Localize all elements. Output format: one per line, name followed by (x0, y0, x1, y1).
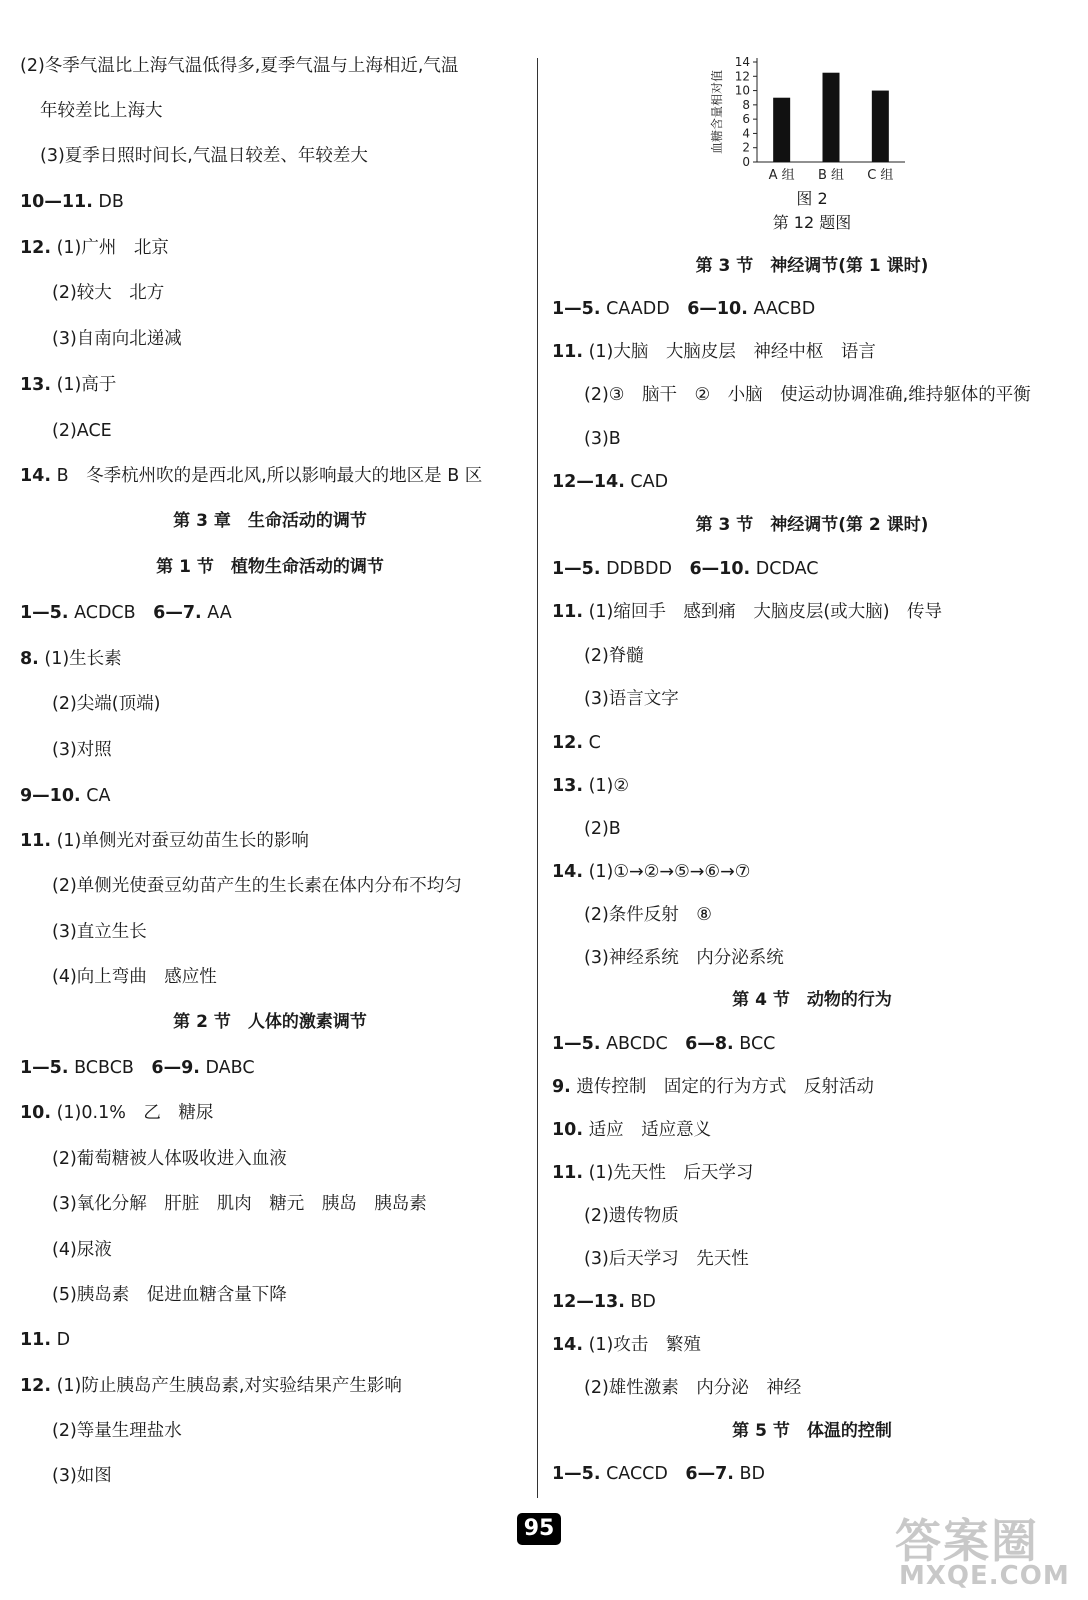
answer-text: (2)③ 脑干 ② 小脑 使运动协调准确,维持躯体的平衡 (584, 385, 1031, 405)
answer-line (20, 237, 169, 259)
y-tick-label: 6 (742, 112, 750, 127)
question-number: 10. (552, 1120, 584, 1140)
question-number: 14. (552, 1335, 584, 1355)
answer-text: (1)缩回手 感到痛 大脑皮层(或大脑) 传导 (583, 602, 943, 622)
answer-text: 适应 适应意义 (583, 1120, 712, 1140)
column-divider (537, 58, 538, 1498)
answer-text: B 冬季杭州吹的是西北风,所以影响最大的地区是 B 区 (51, 466, 483, 486)
answer-line (52, 328, 182, 350)
answer-line (20, 602, 232, 624)
answer-line (52, 420, 112, 442)
x-tick-label: B 组 (817, 168, 845, 183)
section-heading: 第 4 节 动物的行为 (732, 990, 892, 1010)
answer-text: BCBCB (68, 1058, 152, 1078)
answer-text: (3)语言文字 (584, 689, 679, 709)
question-number: 13. (552, 776, 584, 796)
answer-text: (1)生长素 (38, 649, 122, 669)
watermark-line2: MXQE.COM (899, 1561, 1070, 1591)
answer-line (20, 374, 116, 396)
answer-line (552, 1119, 711, 1141)
answer-text: (3)后天学习 先天性 (584, 1249, 749, 1269)
answer-text: 遗传控制 固定的行为方式 反射活动 (570, 1077, 874, 1097)
answer-text: (1)广州 北京 (51, 238, 169, 258)
answer-line (20, 191, 124, 213)
answer-line (552, 1463, 765, 1485)
answer-line (52, 1465, 112, 1487)
answer-text: (2)条件反射 ⑧ (584, 905, 712, 925)
question-number: 9—10. (20, 786, 81, 806)
answer-text: (1)防止胰岛产生胰岛素,对实验结果产生影响 (51, 1376, 402, 1396)
answer-text: (2)较大 北方 (52, 283, 165, 303)
answer-text: (1)高于 (51, 375, 117, 395)
answer-line (20, 1329, 70, 1351)
question-number: 11. (20, 831, 52, 851)
answer-line (20, 1102, 213, 1124)
answer-line (52, 1148, 287, 1170)
section-heading: 第 1 节 植物生命活动的调节 (156, 557, 384, 577)
answer-line (584, 947, 784, 969)
answer-text: DABC (199, 1058, 255, 1078)
question-number: 6—10. (687, 299, 748, 319)
answer-text: (1)攻击 繁殖 (583, 1335, 701, 1355)
y-tick-label: 4 (742, 126, 750, 141)
figure-caption: 图 2 (796, 189, 828, 208)
answer-text: BD (733, 1464, 765, 1484)
question-number: 10. (20, 1103, 52, 1123)
answer-text: (3)B (584, 429, 621, 449)
answer-text: (2)遗传物质 (584, 1206, 679, 1226)
answer-text: D (51, 1330, 71, 1350)
y-tick-label: 0 (742, 155, 750, 169)
answer-text: (3)对照 (52, 740, 112, 760)
answer-line (552, 558, 819, 580)
answer-text: (1)0.1% 乙 糖尿 (51, 1103, 214, 1123)
answer-line (20, 55, 458, 77)
answer-line (20, 648, 122, 670)
question-number: 14. (552, 862, 584, 882)
x-tick-label: C 组 (867, 168, 894, 183)
answer-line (552, 861, 750, 883)
y-tick-label: 10 (734, 83, 750, 98)
answer-line (52, 875, 462, 897)
answer-line (552, 298, 815, 320)
answer-text: C (583, 733, 601, 753)
answer-line (584, 818, 621, 840)
question-number: 11. (20, 1330, 52, 1350)
answer-text: (3)氧化分解 肝脏 肌肉 糖元 胰岛 胰岛素 (52, 1194, 427, 1214)
answer-text: (3)夏季日照时间长,气温日较差、年较差大 (40, 146, 368, 166)
question-number: 10—11. (20, 192, 93, 212)
answer-line (52, 693, 160, 715)
watermark-logo (895, 1505, 1080, 1595)
question-number: 6—7. (153, 603, 202, 623)
figure-caption: 第 12 题图 (772, 213, 852, 232)
answer-line (584, 1205, 679, 1227)
answer-text: (3)自南向北递减 (52, 329, 182, 349)
question-number: 14. (20, 466, 52, 486)
answer-line (552, 1076, 874, 1098)
answer-line (20, 1375, 402, 1397)
watermark-line1: 答案圈 (895, 1514, 1039, 1568)
answer-line (584, 645, 644, 667)
answer-text: (4)向上弯曲 感应性 (52, 967, 217, 987)
answer-line (52, 966, 217, 988)
answer-line (52, 1239, 112, 1261)
question-number: 12. (20, 238, 52, 258)
answer-line (40, 100, 163, 122)
answer-text: (3)如图 (52, 1466, 112, 1486)
answer-text: DDBDD (600, 559, 690, 579)
answer-text: (1)大脑 大脑皮层 神经中枢 语言 (583, 342, 876, 362)
answer-text: BCC (733, 1034, 776, 1054)
answer-line (52, 1284, 287, 1306)
answer-line (584, 1377, 801, 1399)
question-number: 1—5. (552, 559, 601, 579)
answer-line (584, 904, 712, 926)
y-tick-label: 12 (734, 69, 750, 84)
answer-line (20, 785, 110, 807)
question-number: 12—14. (552, 472, 625, 492)
question-number: 12. (20, 1376, 52, 1396)
answer-line (40, 145, 368, 167)
answer-line (584, 1248, 749, 1270)
question-number: 1—5. (20, 1058, 69, 1078)
question-number: 1—5. (20, 603, 69, 623)
answer-text: (2)等量生理盐水 (52, 1421, 182, 1441)
answer-line (52, 282, 164, 304)
question-number: 6—7. (685, 1464, 734, 1484)
question-number: 9. (552, 1077, 571, 1097)
y-tick-label: 2 (742, 140, 750, 155)
answer-text: (1)先天性 后天学习 (583, 1163, 754, 1183)
answer-line (20, 830, 309, 852)
page-number: 95 (517, 1513, 561, 1545)
answer-text: DCDAC (750, 559, 819, 579)
answer-text: ACDCB (68, 603, 154, 623)
bar (823, 73, 840, 162)
answer-line (584, 428, 621, 450)
answer-line (20, 1057, 255, 1079)
answer-line (552, 775, 629, 797)
answer-text: CAADD (600, 299, 688, 319)
question-number: 6—10. (689, 559, 751, 579)
question-number: 12. (552, 733, 584, 753)
answer-text: (2)ACE (52, 421, 112, 441)
answer-text: ABCDC (600, 1034, 686, 1054)
answer-line (52, 921, 147, 943)
answer-text: DB (92, 192, 124, 212)
answer-line (552, 1334, 701, 1356)
answer-text: CAD (624, 472, 669, 492)
answer-text: (2)尖端(顶端) (52, 694, 161, 714)
answer-line (20, 465, 482, 487)
answer-line (552, 341, 876, 363)
question-number: 6—8. (685, 1034, 734, 1054)
bar-chart (705, 48, 925, 188)
answer-line (52, 1193, 427, 1215)
y-tick-label: 8 (742, 97, 750, 112)
answer-text: CACCD (600, 1464, 686, 1484)
answer-text: AACBD (747, 299, 816, 319)
answer-text: (4)尿液 (52, 1240, 112, 1260)
answer-text: (3)直立生长 (52, 922, 147, 942)
answer-line (52, 1420, 182, 1442)
question-number: 1—5. (552, 1464, 601, 1484)
answer-text: (2)单侧光使蚕豆幼苗产生的生长素在体内分布不均匀 (52, 876, 462, 896)
question-number: 13. (20, 375, 52, 395)
question-number: 11. (552, 1163, 584, 1183)
section-heading: 第 3 节 神经调节(第 1 课时) (695, 256, 929, 276)
section-heading: 第 5 节 体温的控制 (732, 1421, 892, 1441)
answer-text: (2)脊髓 (584, 646, 644, 666)
answer-text: CA (80, 786, 111, 806)
answer-text: (2)葡萄糖被人体吸收进入血液 (52, 1149, 287, 1169)
section-heading: 第 3 节 神经调节(第 2 课时) (695, 515, 929, 535)
answer-text: (5)胰岛素 促进血糖含量下降 (52, 1285, 287, 1305)
question-number: 1—5. (552, 1034, 601, 1054)
answer-text: 年较差比上海大 (40, 101, 163, 121)
answer-text: BD (624, 1292, 656, 1312)
answer-line (552, 1162, 753, 1184)
answer-text: (2)B (584, 819, 621, 839)
answer-text: (1)①→②→⑤→⑥→⑦ (583, 862, 751, 882)
bar (773, 98, 790, 162)
answer-line (552, 1033, 775, 1055)
question-number: 1—5. (552, 299, 601, 319)
question-number: 11. (552, 342, 584, 362)
answer-text: (3)神经系统 内分泌系统 (584, 948, 784, 968)
bar (872, 91, 889, 162)
y-tick-label: 14 (734, 55, 750, 69)
answer-line (584, 384, 1031, 406)
question-number: 8. (20, 649, 39, 669)
question-number: 11. (552, 602, 584, 622)
answer-line (552, 601, 942, 623)
answer-text: (2)冬季气温比上海气温低得多,夏季气温与上海相近,气温 (20, 56, 459, 76)
section-heading: 第 2 节 人体的激素调节 (173, 1012, 367, 1032)
answer-text: (1)单侧光对蚕豆幼苗生长的影响 (51, 831, 309, 851)
answer-text: AA (201, 603, 232, 623)
answer-line (552, 1291, 656, 1313)
answer-line (552, 471, 668, 493)
section-heading: 第 3 章 生命活动的调节 (173, 511, 367, 531)
answer-text: (1)② (583, 776, 630, 796)
y-axis-label: 血糖含量相对值 (710, 69, 724, 155)
question-number: 6—9. (151, 1058, 200, 1078)
x-tick-label: A 组 (768, 168, 795, 183)
answer-line (584, 688, 679, 710)
answer-line (552, 732, 601, 754)
question-number: 12—13. (552, 1292, 625, 1312)
answer-line (52, 739, 112, 761)
answer-text: (2)雄性激素 内分泌 神经 (584, 1378, 802, 1398)
